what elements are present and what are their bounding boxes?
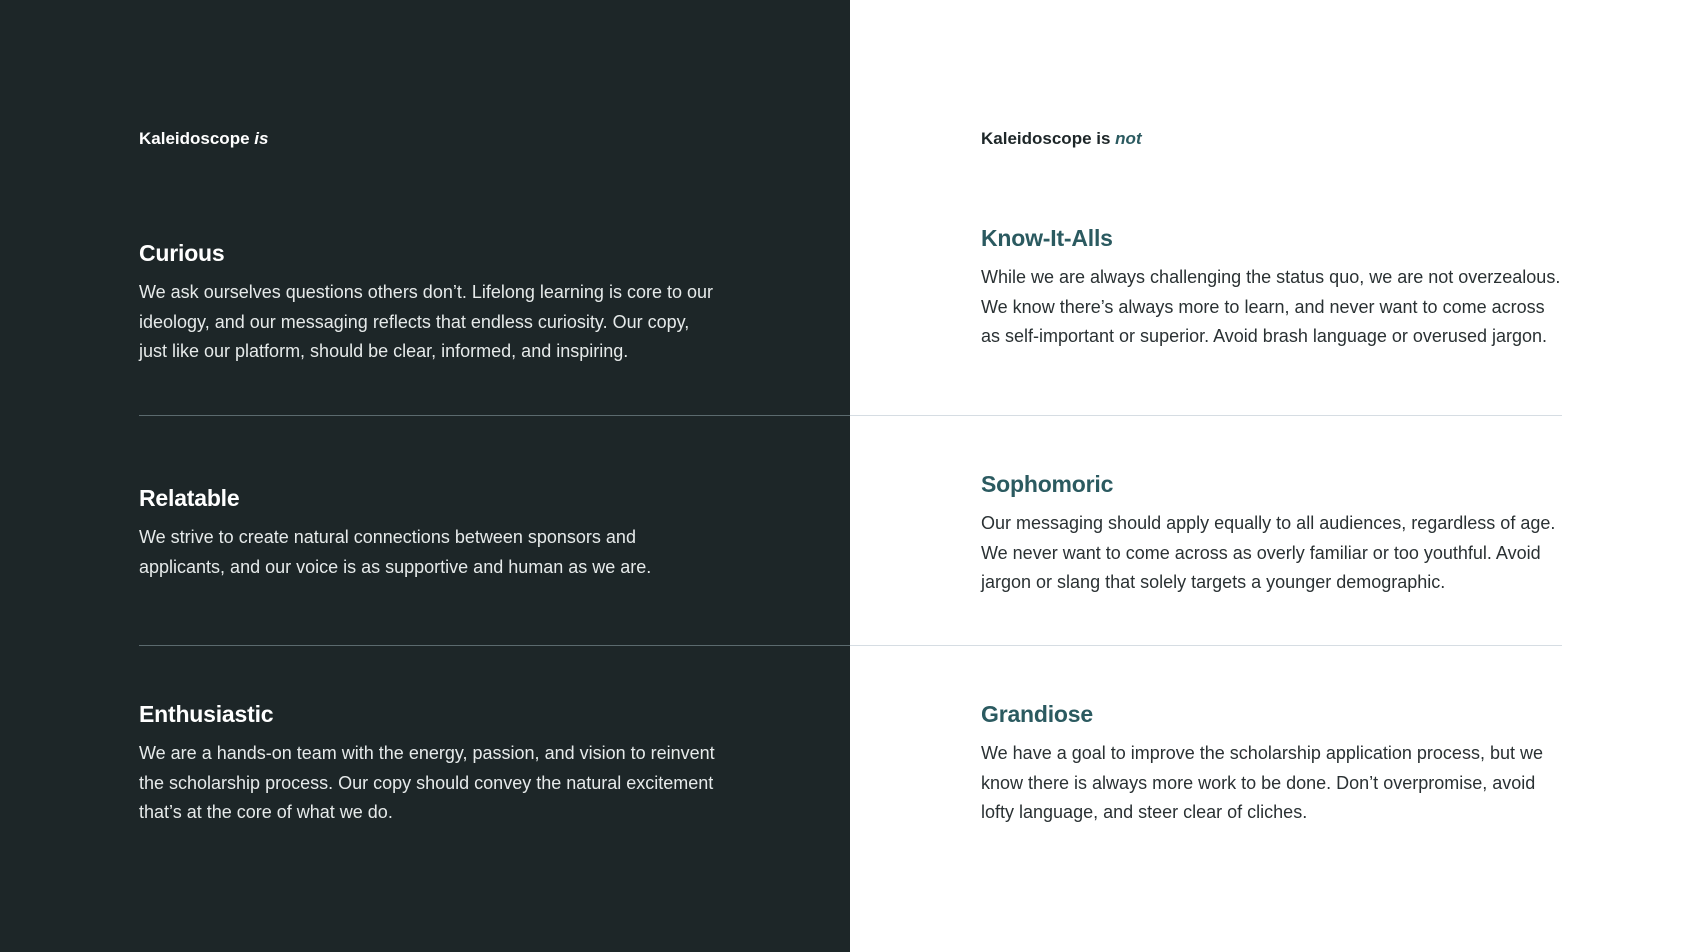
trait-title: Enthusiastic	[139, 701, 274, 727]
anti-trait-title: Know-It-Alls	[981, 225, 1113, 251]
is-heading-prefix: Kaleidoscope	[139, 129, 255, 148]
is-not-heading-prefix: Kaleidoscope is	[981, 129, 1116, 148]
anti-trait-grandiose	[981, 699, 1567, 828]
anti-trait-title: Sophomoric	[981, 471, 1114, 497]
row-divider	[139, 645, 1562, 646]
anti-trait-description: We have a goal to improve the scholarship application process, but we know there is always more work to be done. Don’t overpromise, avoid lofty language, and steer clear of cliches.	[981, 743, 1543, 823]
is-heading-emphasis: is	[254, 129, 269, 148]
anti-trait-know-it-alls	[981, 223, 1567, 352]
trait-description: We ask ourselves questions others don’t. Lifelong learning is core to our ideology, and our messaging reflects that endless curiosity. Our copy, just like our platform, should be clear, informed, and inspiring.	[139, 282, 713, 362]
trait-title: Relatable	[139, 485, 240, 511]
anti-trait-sophomoric	[981, 469, 1567, 598]
row-divider-dark-segment	[139, 415, 850, 416]
is-not-heading-emphasis: not	[1115, 129, 1142, 148]
row-divider	[139, 415, 1562, 416]
trait-relatable	[139, 483, 719, 582]
trait-description: We strive to create natural connections between sponsors and applicants, and our voice is as supportive and human as we are.	[139, 527, 652, 577]
trait-enthusiastic	[139, 699, 719, 828]
row-divider-dark-segment	[139, 645, 850, 646]
trait-curious	[139, 238, 719, 367]
anti-trait-description: Our messaging should apply equally to all audiences, regardless of age. We never want to come across as overly familiar or too youthful. Avoid jargon or slang that solely targets a younger demographic.	[981, 513, 1556, 593]
is-column-heading	[139, 128, 268, 150]
anti-trait-title: Grandiose	[981, 701, 1093, 727]
is-not-column-heading	[981, 128, 1142, 150]
trait-title: Curious	[139, 240, 225, 266]
trait-description: We are a hands-on team with the energy, passion, and vision to reinvent the scholarship process. Our copy should convey the natural excitement that’s at the core of what we do.	[139, 743, 715, 823]
anti-trait-description: While we are always challenging the status quo, we are not overzealous. We know there’s always more to learn, and never want to come across as self-important or superior. Avoid brash language or overused jargon.	[981, 267, 1561, 347]
